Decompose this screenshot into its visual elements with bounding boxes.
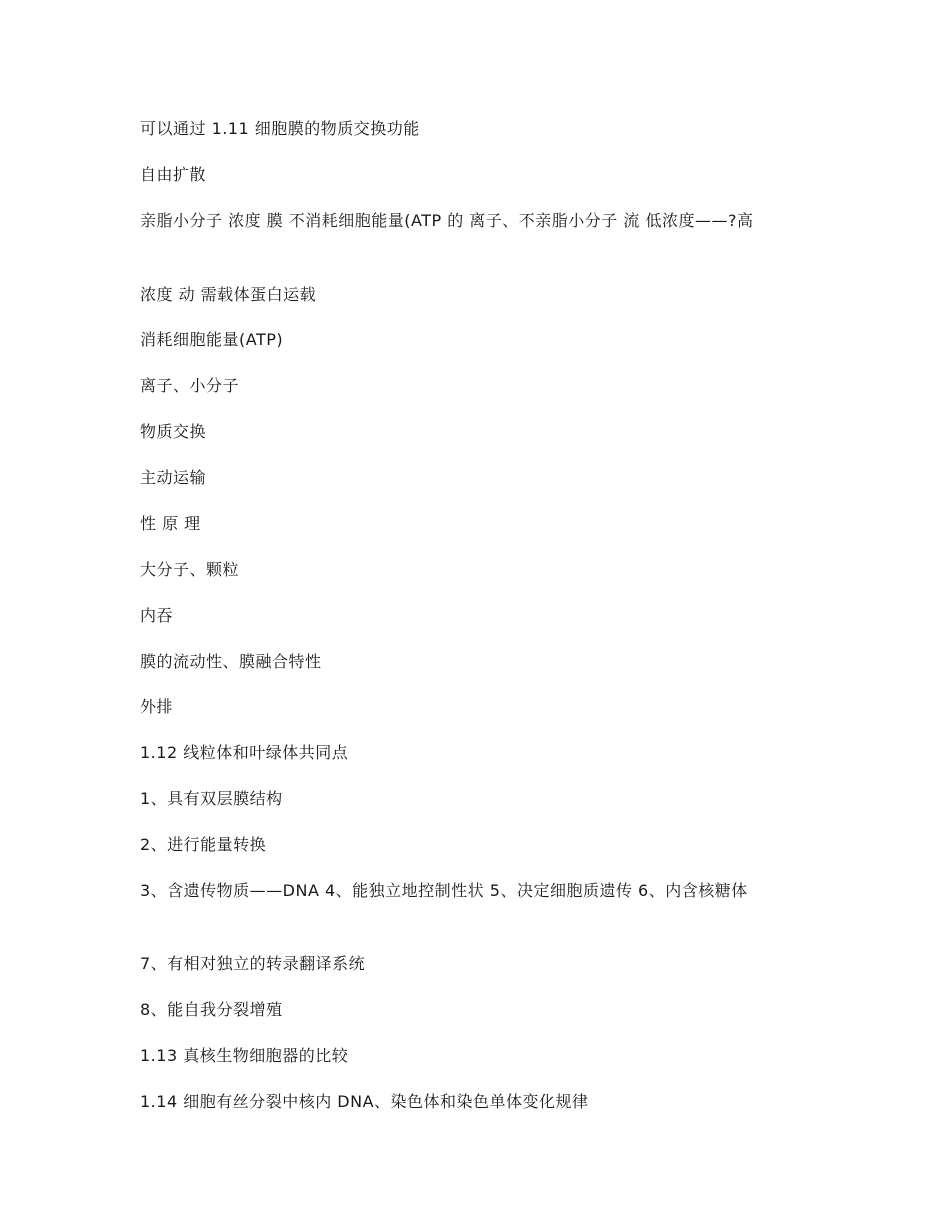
- text-line-section-1-11: 可以通过 1.11 细胞膜的物质交换功能: [140, 119, 420, 138]
- text-line-point-2: 2、进行能量转换: [140, 835, 267, 854]
- text-line-principle: 性 原 理: [140, 514, 201, 533]
- text-line-membrane-fluidity: 膜的流动性、膜融合特性: [140, 652, 322, 671]
- text-line-concentration: 浓度 动 需载体蛋白运载: [140, 285, 317, 304]
- text-line-point-7: 7、有相对独立的转录翻译系统: [140, 954, 366, 973]
- text-line-ions-small-molecules: 离子、小分子: [140, 376, 240, 395]
- text-line-section-1-14: 1.14 细胞有丝分裂中核内 DNA、染色体和染色单体变化规律: [140, 1092, 589, 1111]
- text-line-material-exchange: 物质交换: [140, 422, 207, 441]
- text-line-active-transport: 主动运输: [140, 468, 207, 487]
- text-line-point-1: 1、具有双层膜结构: [140, 789, 283, 808]
- text-line-free-diffusion: 自由扩散: [140, 165, 207, 184]
- text-line-section-1-12: 1.12 线粒体和叶绿体共同点: [140, 743, 349, 762]
- text-line-points-3-6: 3、含遗传物质——DNA 4、能独立地控制性状 5、决定细胞质遗传 6、内含核糖体: [140, 881, 748, 900]
- text-line-section-1-13: 1.13 真核生物细胞器的比较: [140, 1046, 349, 1065]
- text-line-point-8: 8、能自我分裂增殖: [140, 1000, 283, 1019]
- text-line-endocytosis: 内吞: [140, 606, 174, 625]
- text-line-macromolecules: 大分子、颗粒: [140, 560, 240, 579]
- text-line-exocytosis: 外排: [140, 697, 174, 716]
- text-line-lipophilic: 亲脂小分子 浓度 膜 不消耗细胞能量(ATP 的 离子、不亲脂小分子 流 低浓度——?高: [140, 211, 754, 230]
- text-line-consume-atp: 消耗细胞能量(ATP): [140, 330, 284, 349]
